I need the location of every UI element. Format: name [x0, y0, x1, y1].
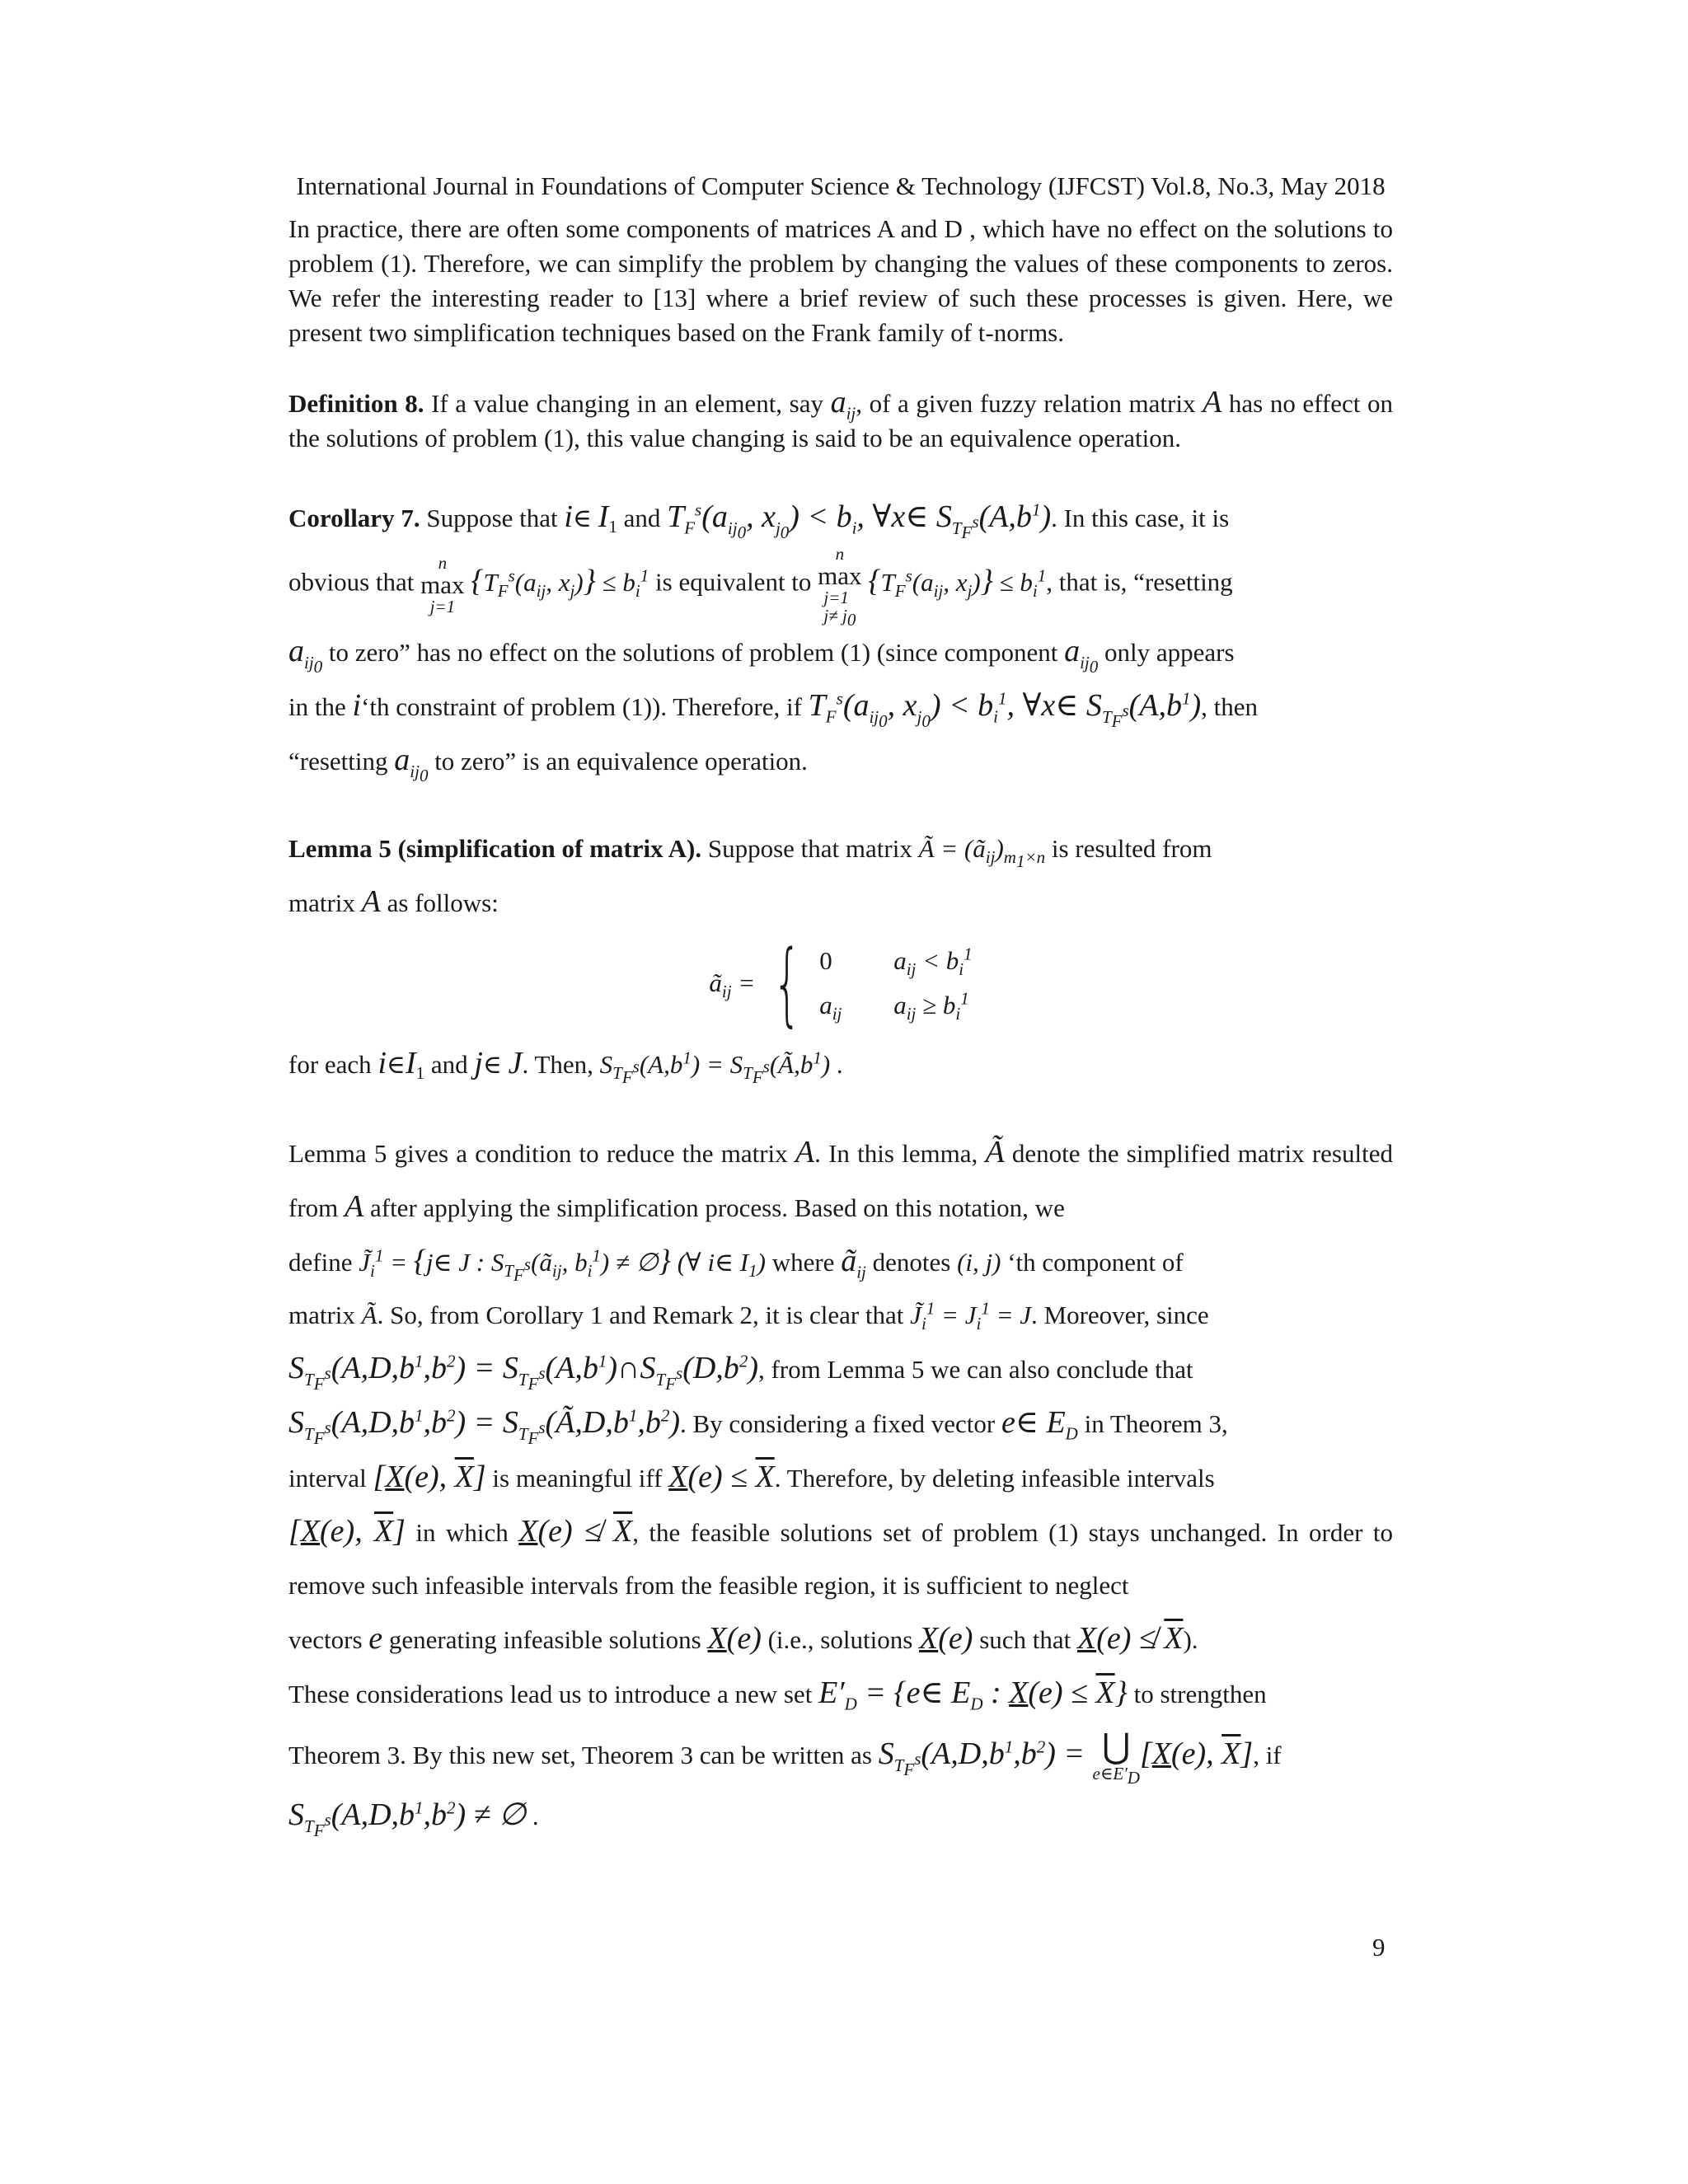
paper-page [288, 169, 1393, 1843]
corollary-7: Corollary 7. Suppose that i∈ $I_1$ and $T_F^s(a_{ij_0}$, $x_{j_0}) < b_i$, ∀x∈ $S_{T_F^s}(A,b^1)$. In this case, it is obvious that n max j=1 {$T_F^s(a_{ij}$, $x_j)\} \le b_i^1$ is equivalent to n max j=1 $j\ne j_0$ {$T_F^s(a_{ij}$, $x_j)\} \le b_i^1$, that is, “resetting $a_{ij_0}$ to zero” has no effect on the solutions of problem (1) (since component $a_{ij_0}$ only appears in the i‘th constraint of problem (1)). Therefore, if $T_F^s(a_{ij_0}$, $x_{j_0}) < b_i^1$, ∀x∈ $S_{T_F^s}(A,b^1)$, then “resetting $a_{ij_0}$ to zero” is an equivalence operation. [288, 499, 1259, 785]
math-tfs-condition: $T_F^s(a_{ij_0}$, $x_{j_0}) < b_i$, ∀x∈ $S_{T_F^s}(A,b^1)$ [667, 499, 1052, 542]
lemma-5-label: Lemma 5 (simplification of matrix A). [288, 834, 702, 863]
math-max-expression-excl: n max j=1 $j\ne j_0$ {$T_F^s(a_{ij}$, $x_j)\} \le b_i^1$ [818, 544, 1047, 630]
journal-header: International Journal in Foundations of Computer Science & Technology (IJFCST) Vol.8, No.3, May 2018 [296, 171, 1386, 200]
piecewise-definition: $ã_{ij}$ = { 0 $a_{ij} < b_i^1$ $a_{ij}$ $a_{ij} \ge b_i^1$ [709, 930, 973, 1036]
definition-8-label: Definition 8. [288, 389, 424, 418]
symbol-a-ij: $a_{ij}$ [830, 385, 856, 424]
page-number: 9 [1372, 1933, 1386, 1961]
corollary-7-label: Corollary 7. [288, 504, 420, 532]
definition-8: Definition 8. If a value changing in an element, say $a_{ij}$, of a given fuzzy relation matrix A has no effect on the solutions of problem (1), this value changing is said to be an equivalence operation. [288, 385, 1393, 452]
math-max-expression: n max j=1 {$T_F^s(a_{ij}$, $x_j)\} \le b_i^1$ [420, 553, 649, 616]
intro-paragraph: In practice, there are often some components of matrices A and D , which have no effect on the solutions to problem (1). Therefore, we can simplify the problem by changing the values of these components to zeros. We refer the interesting reader to [13] where a brief review of such these processes is given. Here, we present two simplification techniques based on the Frank family of t-norms. [288, 214, 1393, 347]
discussion: Lemma 5 gives a condition to reduce the matrix A. In this lemma, Ã denote the simplified matrix resulted from A after applying the simplification process. Based on this notation, we define $J̃_i^1$ = {j∈ J : $S_{T_F^s}(ã_{ij}$, $b_i^1$) ≠ ∅} (∀ i∈ $I_1$) where $ã_{ij}$ denotes (i, j) ‘th component of matrix Ã. So, from Corollary 1 and Remark 2, it is clear that $J̃_i^1 = J_i^1 = J$. Moreover, since $S_{T_F^s}(A,D,b^1,b^2)$ = $S_{T_F^s}(A,b^1)\cap S_{T_F^s}(D,b^2)$, from Lemma 5 we can also conclude that $S_{T_F^s}(A,D,b^1,b^2)$ = $S_{T_F^s}(Ã,D,b^1,b^2)$. By considering a fixed vector e∈ $E_D$ in Theorem 3, interval [X(e), $\overline{X}$] is meaningful iff $X(e) \le \overline{X}$. Therefore, by deleting infeasible intervals [X(e), $\overline{X}$] in which X(e) ≰ $\overline{X}$, the feasible solutions set of problem (1) stays unchanged. In order to remove such infeasible intervals from the feasible region, it is sufficient to neglect vectors e generating infeasible solutions X(e) (i.e., solutions X(e) such that X(e) ≰ $\overline{X}$). These considerations lead us to introduce a new set $E'_D$ = {e∈ $E_D$ : $X(e) \le \overline{X}$} to strengthen Theorem 3. By this new set, Theorem 3 can be written as $S_{T_F^s}(A,D,b^1,b^2)$ = ⋃ $e\in E'_D$ [X(e), $\overline{X}$], if $S_{T_F^s}(A,D,b^1,b^2)$ ≠ ∅ . [288, 1135, 1394, 1840]
lemma-5: Lemma 5 (simplification of matrix A). Suppose that matrix Ã = $(ã_{ij})_{m_1\times n}$ is resulted from matrix A as follows: $ã_{ij}$ = { 0 $a_{ij} < b_i^1$ $a_{ij}$ $a_{ij} \ge b_i^1$ for each $i\in I_1$ and j∈ J. Then, $S_{T_F^s}(A,b^1)$ = $S_{T_F^s}(Ã,b^1)$ . [288, 823, 1393, 1091]
